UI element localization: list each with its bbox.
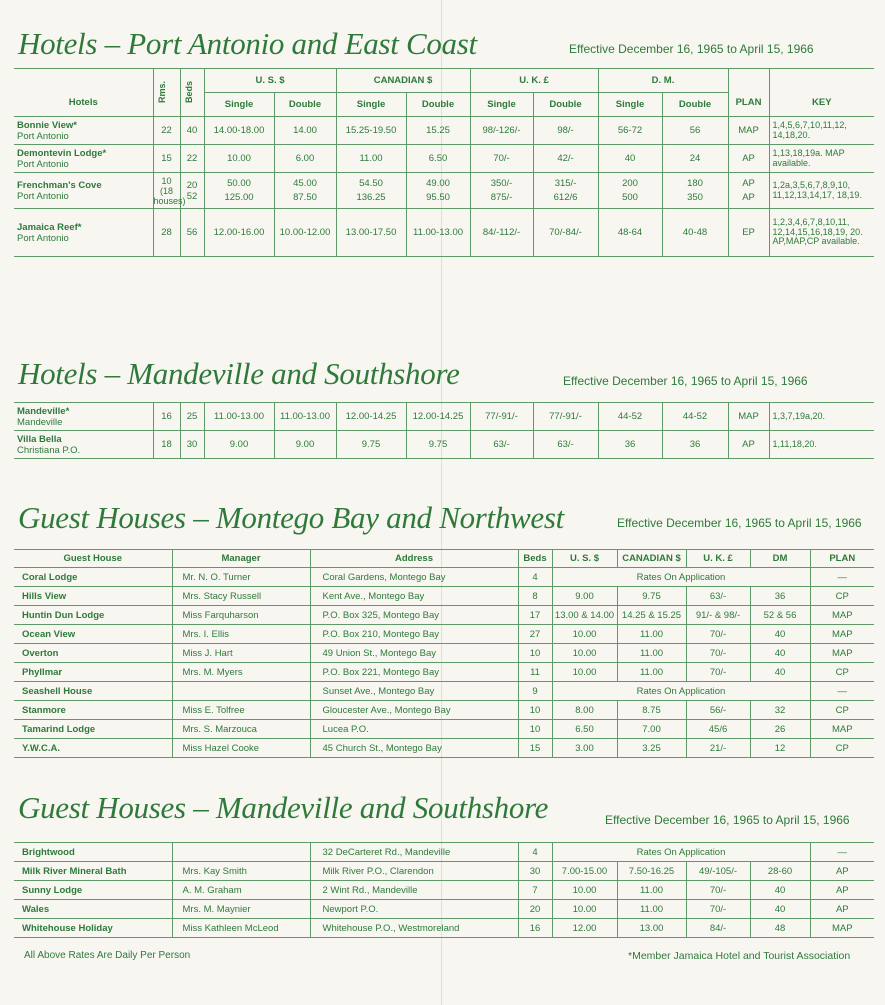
address-cell: Kent Ave., Montego Bay [310,587,518,606]
can-double-cell: 11.00-13.00 [406,209,470,257]
uk-cell: 63/- [686,587,750,606]
can-cell: 7.00 [617,720,686,739]
col-header-double: Double [662,93,728,117]
plan-cell: AP [810,881,874,900]
us-double-cell: 10.00-12.00 [274,209,336,257]
beds-cell: 9 [518,682,552,701]
can-double-cell: 15.25 [406,117,470,145]
address-cell: 2 Wint Rd., Mandeville [310,881,518,900]
can-single-cell: 54.50 [359,177,383,189]
us-cell: 9.00 [552,587,617,606]
col-header-beds: Beds [183,81,194,104]
us-single-cell: 50.00 [227,177,251,189]
address-cell: Gloucester Ave., Montego Bay [310,701,518,720]
beds-cell: 27 [518,625,552,644]
dm-cell: 40 [750,900,810,919]
table-row [14,145,874,173]
col-header-double: Double [274,93,336,117]
manager-cell: Mrs. S. Marzouca [172,720,310,739]
uk-cell: 56/- [686,701,750,720]
plan-cell: MAP [810,625,874,644]
uk-cell: 45/6 [686,720,750,739]
dm-double-cell: 180 [687,177,703,189]
manager-cell: Mrs. I. Ellis [172,625,310,644]
beds-cell: 7 [518,881,552,900]
beds-cell: 40 [180,117,204,145]
beds-cell-houses: 52 [186,190,198,202]
dm-single-cell: 40 [598,145,662,173]
us-double-cell: 14.00 [274,117,336,145]
uk-double-cell-houses: 612/6 [553,191,578,203]
beds-cell: 10 [518,720,552,739]
us-single-cell: 12.00-16.00 [204,209,274,257]
table-row [14,625,874,644]
hotel-location: Christiana P.O. [17,444,81,456]
us-cell: 10.00 [552,625,617,644]
table-row [14,117,874,145]
col-header-us: U. S. $ [552,550,617,568]
col-header-manager: Manager [172,550,310,568]
hotel-name: Mandeville* [17,405,70,417]
us-single-cell: 11.00-13.00 [204,403,274,431]
uk-single-cell: 77/-91/- [470,403,533,431]
plan-cell: AP [742,177,755,189]
plan-cell: MAP [728,403,769,431]
hotel-location: Port Antonio [17,190,69,202]
beds-cell: 56 [180,209,204,257]
uk-single-cell: 70/- [470,145,533,173]
us-single-cell: 14.00-18.00 [204,117,274,145]
table-row [14,900,874,919]
plan-cell: MAP [810,644,874,663]
hotel-name: Frenchman's Cove [17,179,102,191]
us-double-cell-houses: 87.50 [293,191,317,203]
guest-house-name: Ocean View [14,625,172,644]
uk-cell: 70/- [686,625,750,644]
us-cell: 13.00 & 14.00 [552,606,617,625]
us-cell: 10.00 [552,900,617,919]
dm-single-cell: 48-64 [598,209,662,257]
us-single-cell-houses: 125.00 [224,191,254,203]
dm-double-cell: 40-48 [662,209,728,257]
can-cell: 13.00 [617,919,686,938]
dm-double-cell: 56 [662,117,728,145]
hotel-name: Jamaica Reef* [17,221,82,233]
uk-double-cell: 63/- [533,431,598,459]
rms-cell: 10 [161,175,172,186]
can-cell: 11.00 [617,900,686,919]
manager-cell: Miss J. Hart [172,644,310,663]
key-cell: 1,11,18,20. [769,431,874,459]
col-header-hotels: Hotels [14,69,153,117]
manager-cell [172,843,310,862]
can-double-cell: 12.00-14.25 [406,403,470,431]
col-header-plan: PLAN [810,550,874,568]
address-cell: P.O. Box 210, Montego Bay [310,625,518,644]
table-row [14,209,874,257]
can-cell: 11.00 [617,625,686,644]
col-header-address: Address [310,550,518,568]
hotels-mandeville-table [14,402,874,459]
col-header-single: Single [336,93,406,117]
col-header-dm: D. M. [598,69,728,93]
dm-double-cell: 44-52 [662,403,728,431]
manager-cell [172,682,310,701]
beds-cell: 15 [518,739,552,758]
us-cell: 10.00 [552,881,617,900]
address-cell: Lucea P.O. [310,720,518,739]
us-single-cell: 9.00 [204,431,274,459]
dm-cell: 40 [750,881,810,900]
manager-cell: Miss Farquharson [172,606,310,625]
plan-cell: AP [728,145,769,173]
manager-cell: Miss Hazel Cooke [172,739,310,758]
beds-cell: 20 [186,179,198,191]
can-double-cell-houses: 95.50 [426,191,450,203]
table-row [14,173,874,209]
us-cell: 12.00 [552,919,617,938]
rms-cell: 15 [153,145,180,173]
dm-cell: 32 [750,701,810,720]
guest-house-name: Overton [14,644,172,663]
plan-cell: EP [728,209,769,257]
us-cell: 3.00 [552,739,617,758]
us-cell: 6.50 [552,720,617,739]
rms-cell-houses-label: houses) [153,195,186,206]
col-header-rms: Rms. [156,81,167,104]
table-row [14,568,874,587]
plan-cell: MAP [810,720,874,739]
dm-single-cell-houses: 500 [622,191,638,203]
dm-double-cell: 24 [662,145,728,173]
can-cell: 11.00 [617,663,686,682]
can-cell: 9.75 [617,587,686,606]
us-double-cell: 45.00 [293,177,317,189]
section-title-hotels-mandeville: Hotels – Mandeville and Southshore [18,356,460,391]
address-cell: 45 Church St., Montego Bay [310,739,518,758]
guest-house-name: Y.W.C.A. [14,739,172,758]
beds-cell: 16 [518,919,552,938]
col-header-us: U. S. $ [204,69,336,93]
table-row [14,644,874,663]
col-header-uk: U. K. £ [470,69,598,93]
table-row [14,682,874,701]
col-header-key: KEY [769,69,874,117]
guest-house-name: Brightwood [14,843,172,862]
section-title-guest-mandeville: Guest Houses – Mandeville and Southshore [18,790,549,825]
table-row [14,720,874,739]
uk-single-cell: 63/- [470,431,533,459]
col-header-single: Single [204,93,274,117]
plan-cell: — [810,843,874,862]
key-cell: 1,3,7,19a,20. [769,403,874,431]
can-cell: 11.00 [617,881,686,900]
rates-on-application: Rates On Application [552,682,810,701]
uk-double-cell: 98/- [533,117,598,145]
uk-double-cell: 315/- [554,177,577,189]
table-row [14,862,874,881]
dm-cell: 12 [750,739,810,758]
table-row [14,701,874,720]
uk-cell: 70/- [686,663,750,682]
uk-cell: 84/- [686,919,750,938]
guest-house-name: Seashell House [14,682,172,701]
beds-cell: 10 [518,644,552,663]
effective-dates-s3: Effective December 16, 1965 to April 15, 1966 [617,516,862,530]
table-row [14,739,874,758]
can-single-cell: 15.25-19.50 [336,117,406,145]
hotel-name: Villa Bella [17,433,62,445]
manager-cell: Mrs. M. Myers [172,663,310,682]
uk-cell: 91/- & 98/- [686,606,750,625]
can-single-cell: 11.00 [336,145,406,173]
us-cell: 8.00 [552,701,617,720]
beds-cell: 22 [180,145,204,173]
table-row [14,919,874,938]
address-cell: 49 Union St., Montego Bay [310,644,518,663]
address-cell: Whitehouse P.O., Westmoreland [310,919,518,938]
col-header-uk: U. K. £ [686,550,750,568]
col-header-single: Single [470,93,533,117]
rms-cell: 16 [153,403,180,431]
guest-house-name: Stanmore [14,701,172,720]
plan-cell: CP [810,587,874,606]
uk-single-cell: 350/- [490,177,513,189]
address-cell: Newport P.O. [310,900,518,919]
hotel-name: Demontevin Lodge* [17,147,107,159]
uk-cell: 70/- [686,881,750,900]
plan-cell: MAP [810,606,874,625]
table-row [14,843,874,862]
table-row [14,606,874,625]
col-header-canadian: CANADIAN $ [617,550,686,568]
guest-house-name: Huntin Dun Lodge [14,606,172,625]
can-single-cell: 13.00-17.50 [336,209,406,257]
uk-double-cell: 42/- [533,145,598,173]
uk-cell: 70/- [686,644,750,663]
uk-cell: 21/- [686,739,750,758]
guest-house-name: Milk River Mineral Bath [14,862,172,881]
address-cell: Sunset Ave., Montego Bay [310,682,518,701]
dm-cell: 28-60 [750,862,810,881]
rms-cell: 18 [153,431,180,459]
address-cell: Coral Gardens, Montego Bay [310,568,518,587]
effective-dates-s1: Effective December 16, 1965 to April 15, 1966 [569,42,814,56]
dm-cell: 40 [750,625,810,644]
dm-cell: 40 [750,663,810,682]
table-row [14,881,874,900]
col-header-canadian: CANADIAN $ [336,69,470,93]
plan-cell: MAP [810,919,874,938]
can-double-cell: 49.00 [426,177,450,189]
uk-double-cell: 70/-84/- [533,209,598,257]
can-single-cell: 9.75 [336,431,406,459]
beds-cell: 8 [518,587,552,606]
guest-house-name: Hills View [14,587,172,606]
manager-cell: Miss Kathleen McLeod [172,919,310,938]
manager-cell: A. M. Graham [172,881,310,900]
uk-single-cell: 84/-112/- [470,209,533,257]
can-double-cell: 9.75 [406,431,470,459]
key-cell: 1,4,5,6,7,10,11,12, 14,18,20. [769,117,874,145]
table-row [14,431,874,459]
dm-single-cell: 200 [622,177,638,189]
uk-cell: 70/- [686,900,750,919]
col-header-double: Double [533,93,598,117]
footer-note-rates: All Above Rates Are Daily Per Person [24,950,191,961]
beds-cell: 10 [518,701,552,720]
us-cell: 10.00 [552,644,617,663]
dm-single-cell: 36 [598,431,662,459]
rms-cell: 28 [153,209,180,257]
uk-single-cell-houses: 875/- [490,191,513,203]
plan-cell: AP [728,431,769,459]
manager-cell: Mrs. M. Maynier [172,900,310,919]
guest-house-name: Tamarind Lodge [14,720,172,739]
rms-cell: 22 [153,117,180,145]
plan-cell: — [810,682,874,701]
address-cell: 32 DeCarteret Rd., Mandeville [310,843,518,862]
col-header-plan: PLAN [728,69,769,117]
effective-dates-s2: Effective December 16, 1965 to April 15, 1966 [563,374,808,388]
rates-on-application: Rates On Application [552,568,810,587]
key-cell: 1,2,3,4,6,7,8,10,11, 12,14,15,16,18,19, 20. AP,MAP,CP available. [769,209,874,257]
guest-house-name: Whitehouse Holiday [14,919,172,938]
beds-cell: 17 [518,606,552,625]
dm-single-cell: 56-72 [598,117,662,145]
can-double-cell: 6.50 [406,145,470,173]
dm-double-cell: 36 [662,431,728,459]
us-cell: 10.00 [552,663,617,682]
beds-cell: 20 [518,900,552,919]
uk-single-cell: 98/-126/- [470,117,533,145]
rates-on-application: Rates On Application [552,843,810,862]
manager-cell: Mr. N. O. Turner [172,568,310,587]
can-cell: 3.25 [617,739,686,758]
hotel-location: Port Antonio [17,232,69,244]
hotel-location: Mandeville [17,416,63,428]
manager-cell: Mrs. Kay Smith [172,862,310,881]
hotel-location: Port Antonio [17,130,69,142]
us-double-cell: 9.00 [274,431,336,459]
hotels-port-antonio-table [14,68,874,257]
can-cell: 14.25 & 15.25 [617,606,686,625]
beds-cell: 4 [518,843,552,862]
plan-cell: MAP [728,117,769,145]
address-cell: P.O. Box 325, Montego Bay [310,606,518,625]
can-cell: 8.75 [617,701,686,720]
guest-house-name: Wales [14,900,172,919]
table-row [14,663,874,682]
beds-cell: 4 [518,568,552,587]
guest-houses-montego-table [14,549,874,758]
beds-cell: 30 [518,862,552,881]
table-row [14,403,874,431]
dm-cell: 52 & 56 [750,606,810,625]
can-cell: 7.50-16.25 [617,862,686,881]
plan-cell: AP [810,862,874,881]
hotel-location: Port Antonio [17,158,69,170]
plan-cell: CP [810,701,874,720]
plan-cell: CP [810,739,874,758]
can-single-cell: 12.00-14.25 [336,403,406,431]
col-header-dm: DM [750,550,810,568]
uk-double-cell: 77/-91/- [533,403,598,431]
col-header-double: Double [406,93,470,117]
us-cell: 7.00-15.00 [552,862,617,881]
key-cell: 1,13,18,19a. MAP available. [769,145,874,173]
address-cell: P.O. Box 221, Montego Bay [310,663,518,682]
rms-cell-houses: (18 [159,185,173,196]
table-row [14,587,874,606]
section-title-hotels-port-antonio: Hotels – Port Antonio and East Coast [18,26,477,61]
dm-cell: 48 [750,919,810,938]
us-double-cell: 11.00-13.00 [274,403,336,431]
col-header-single: Single [598,93,662,117]
dm-cell: 40 [750,644,810,663]
us-single-cell: 10.00 [204,145,274,173]
guest-house-name: Sunny Lodge [14,881,172,900]
beds-cell: 25 [180,403,204,431]
us-double-cell: 6.00 [274,145,336,173]
section-title-guest-montego-bay: Guest Houses – Montego Bay and Northwest [18,500,564,535]
dm-cell: 26 [750,720,810,739]
guest-houses-mandeville-table [14,842,874,938]
guest-house-name: Coral Lodge [14,568,172,587]
dm-double-cell-houses: 350 [687,191,703,203]
dm-cell: 36 [750,587,810,606]
uk-cell: 49/-105/- [686,862,750,881]
manager-cell: Mrs. Stacy Russell [172,587,310,606]
dm-single-cell: 44-52 [598,403,662,431]
beds-cell: 11 [518,663,552,682]
plan-cell: AP [810,900,874,919]
col-header-beds: Beds [518,550,552,568]
hotel-name: Bonnie View* [17,119,78,131]
footer-note-member: *Member Jamaica Hotel and Tourist Association [628,950,851,962]
plan-cell: — [810,568,874,587]
col-header-guest-house: Guest House [14,550,172,568]
can-single-cell-houses: 136.25 [356,191,386,203]
key-cell: 1,2a,3,5,6,7,8,9,10, 11,12,13,14,17, 18,19. [769,173,874,209]
can-cell: 11.00 [617,644,686,663]
plan-cell-houses: AP [742,191,755,203]
effective-dates-s4: Effective December 16, 1965 to April 15, 1966 [605,813,850,827]
address-cell: Milk River P.O., Clarendon [310,862,518,881]
guest-house-name: Phyllmar [14,663,172,682]
manager-cell: Miss E. Tolfree [172,701,310,720]
beds-cell: 30 [180,431,204,459]
plan-cell: CP [810,663,874,682]
